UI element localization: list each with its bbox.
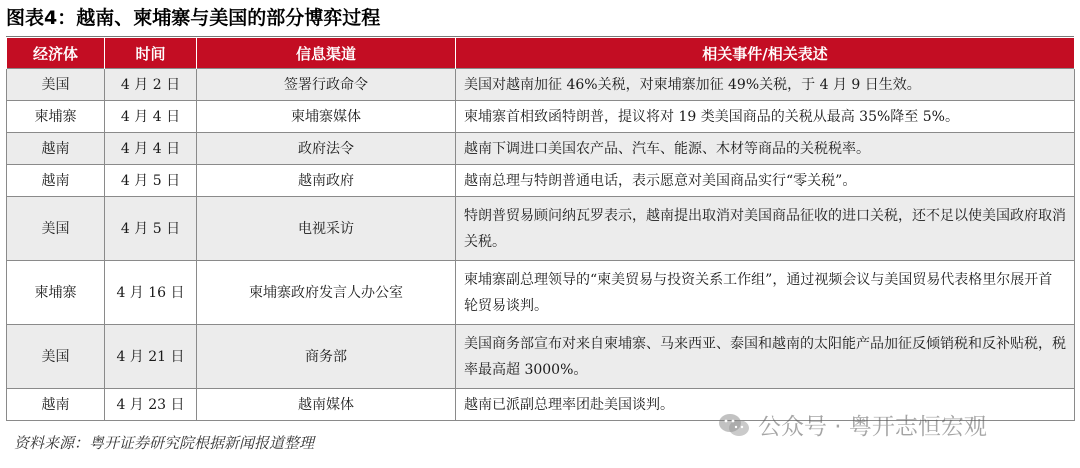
cell-event: 美国商务部宣布对来自柬埔寨、马来西亚、泰国和越南的太阳能产品加征反倾销税和反补贴税，税率最高超 3000%。 xyxy=(456,325,1075,389)
cell-entity: 美国 xyxy=(7,325,105,389)
cell-date: 4 月 4 日 xyxy=(105,133,197,165)
cell-date: 4 月 2 日 xyxy=(105,69,197,101)
cell-date: 4 月 23 日 xyxy=(105,389,197,421)
cell-channel: 政府法令 xyxy=(197,133,456,165)
table-row xyxy=(7,165,1075,197)
table-row xyxy=(7,133,1075,165)
cell-event: 柬埔寨首相致函特朗普，提议将对 19 类美国商品的关税从最高 35%降至 5%。 xyxy=(456,101,1075,133)
column-header-event: 相关事件/相关表述 xyxy=(456,38,1075,69)
cell-date: 4 月 5 日 xyxy=(105,197,197,261)
cell-date: 4 月 5 日 xyxy=(105,165,197,197)
cell-channel: 越南媒体 xyxy=(197,389,456,421)
cell-entity: 越南 xyxy=(7,133,105,165)
cell-event: 特朗普贸易顾问纳瓦罗表示，越南提出取消对美国商品征收的进口关税，还不足以使美国政府取消关税。 xyxy=(456,197,1075,261)
column-header-entity: 经济体 xyxy=(7,38,105,69)
source-note: 资料来源：粤开证券研究院根据新闻报道整理 xyxy=(14,434,315,452)
cell-entity: 美国 xyxy=(7,197,105,261)
cell-event: 美国对越南加征 46%关税，对柬埔寨加征 49%关税，于 4 月 9 日生效。 xyxy=(456,69,1075,101)
table-row xyxy=(7,69,1075,101)
title-divider xyxy=(6,36,1074,37)
table-row xyxy=(7,197,1075,261)
table-row xyxy=(7,101,1075,133)
watermark xyxy=(718,408,987,441)
cell-channel: 商务部 xyxy=(197,325,456,389)
cell-date: 4 月 21 日 xyxy=(105,325,197,389)
cell-entity: 柬埔寨 xyxy=(7,261,105,325)
cell-entity: 美国 xyxy=(7,69,105,101)
page-title: 图表4：越南、柬埔寨与美国的部分博弈过程 xyxy=(6,7,381,29)
cell-date: 4 月 16 日 xyxy=(105,261,197,325)
table-header-row xyxy=(7,38,1075,69)
cell-channel: 柬埔寨媒体 xyxy=(197,101,456,133)
cell-entity: 越南 xyxy=(7,165,105,197)
wechat-icon xyxy=(718,412,750,438)
table-row xyxy=(7,261,1075,325)
cell-channel: 越南政府 xyxy=(197,165,456,197)
cell-event: 越南已派副总理率团赴美国谈判。 xyxy=(456,389,1075,421)
column-header-date: 时间 xyxy=(105,38,197,69)
cell-date: 4 月 4 日 xyxy=(105,101,197,133)
cell-channel: 柬埔寨政府发言人办公室 xyxy=(197,261,456,325)
cell-entity: 越南 xyxy=(7,389,105,421)
cell-event: 越南下调进口美国农产品、汽车、能源、木材等商品的关税税率。 xyxy=(456,133,1075,165)
cell-channel: 电视采访 xyxy=(197,197,456,261)
watermark-text: 公众号 · 粤开志恒宏观 xyxy=(758,414,987,440)
cell-entity: 柬埔寨 xyxy=(7,101,105,133)
cell-event: 柬埔寨副总理领导的“柬美贸易与投资关系工作组”，通过视频会议与美国贸易代表格里尔展开首轮贸易谈判。 xyxy=(456,261,1075,325)
events-table xyxy=(6,38,1075,421)
table-row xyxy=(7,325,1075,389)
cell-channel: 签署行政命令 xyxy=(197,69,456,101)
column-header-channel: 信息渠道 xyxy=(197,38,456,69)
cell-event: 越南总理与特朗普通电话，表示愿意对美国商品实行“零关税”。 xyxy=(456,165,1075,197)
